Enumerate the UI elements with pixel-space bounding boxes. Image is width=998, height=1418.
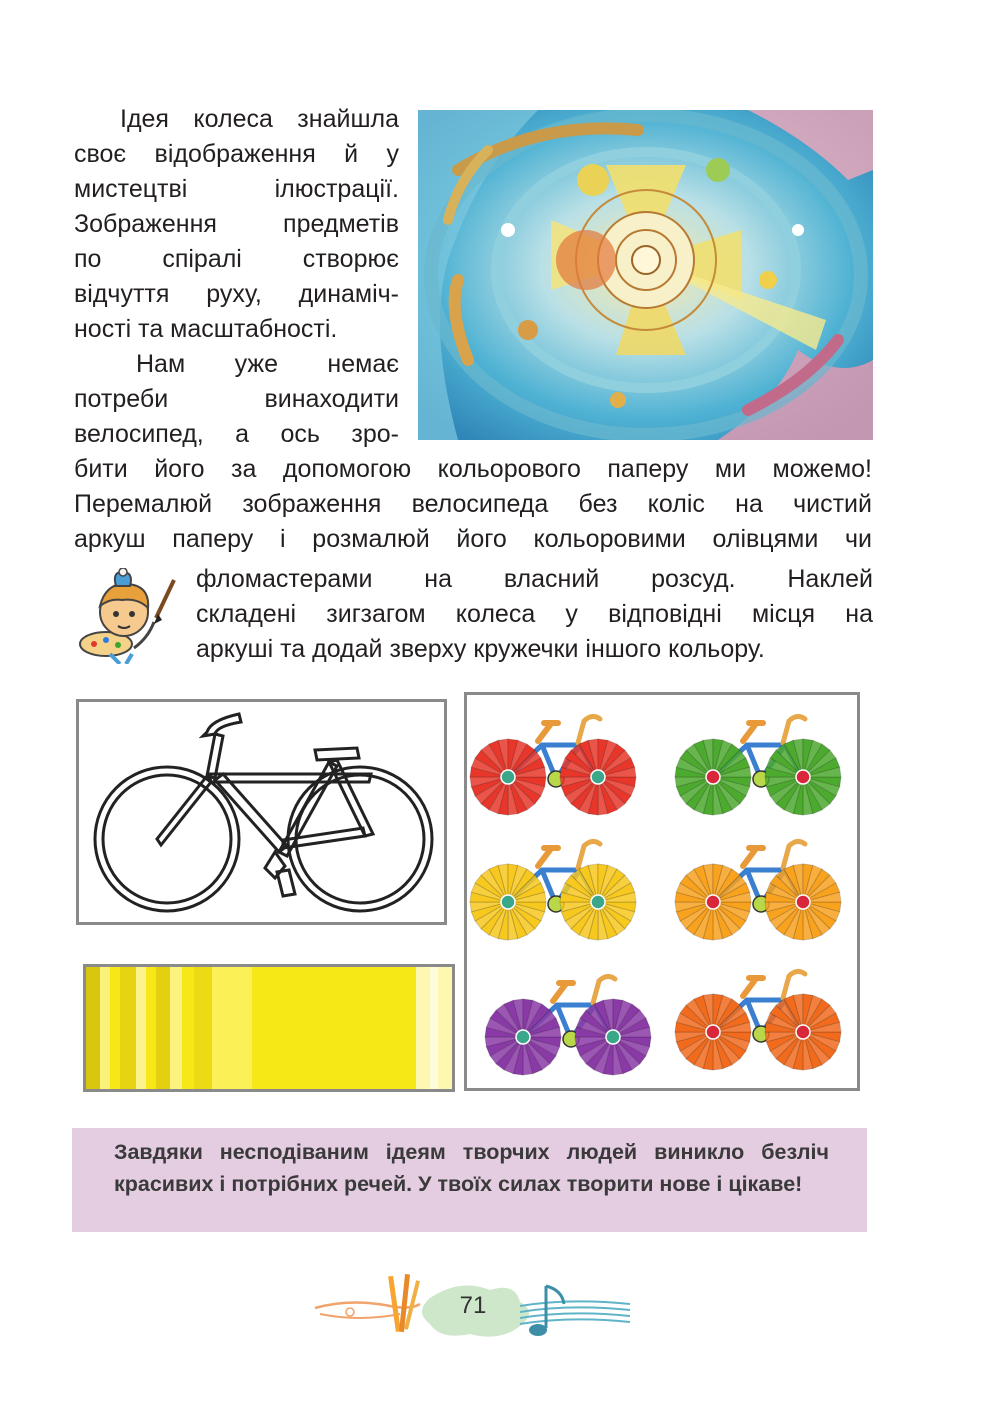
intro-line: по спіралі створює: [74, 245, 399, 273]
intro-line: велосипед, а ось зро-: [74, 420, 399, 448]
page-number: 71: [459, 1292, 487, 1319]
paper-fan-wheel: [470, 739, 546, 815]
conclusion-text: Завдяки несподіваним ідеям творчих людей виникло безліч красивих і потрібних речей. У твоїх силах творити нове і цікаве!: [114, 1140, 829, 1196]
intro-line: ності та масштабності.: [74, 315, 338, 343]
paper-bicycle: [675, 716, 841, 815]
paper-fan-wheel: [675, 739, 751, 815]
yellow-paper-frame: [83, 964, 455, 1092]
paper-fan-wheel: [560, 864, 636, 940]
paper-fan-wheel: [675, 864, 751, 940]
paper-bicycles-frame: [464, 692, 860, 1091]
task-line: фломастерами на власний розсуд. Наклей: [196, 565, 873, 593]
paper-fan-wheel: [765, 739, 841, 815]
intro-line: відчуття руху, динаміч-: [74, 280, 399, 308]
paper-bicycles-gallery: [467, 695, 857, 1088]
task-line: аркуші та додай зверху кружечки іншого кольору.: [196, 635, 765, 663]
task-paragraph: [196, 562, 873, 667]
bicycle-outline-frame: [76, 699, 447, 925]
paper-bicycle: [675, 841, 841, 940]
artist-kid-icon: [76, 568, 180, 664]
conclusion-box: [72, 1128, 867, 1232]
intro-line: Нам уже немає: [136, 350, 399, 378]
intro-paragraph: [74, 102, 399, 452]
spiral-painting: [418, 110, 873, 440]
intro-line: Зображення предметів: [74, 210, 399, 238]
paper-bicycle: [485, 976, 651, 1075]
paper-bicycle: [470, 716, 636, 815]
task-line: складені зигзагом колеса у відповідні місця на: [196, 600, 873, 628]
intro-line: Ідея колеса знайшла: [120, 105, 399, 133]
paper-fan-wheel: [765, 994, 841, 1070]
intro-line: своє відображення й у: [74, 140, 399, 168]
paper-bicycle: [675, 971, 841, 1070]
paper-fan-wheel: [485, 999, 561, 1075]
intro-line: потреби винаходити: [74, 385, 399, 413]
intro-line: мистецтві ілюстрації.: [74, 175, 399, 203]
paper-fan-wheel: [765, 864, 841, 940]
paper-fan-wheel: [675, 994, 751, 1070]
instruction-line: Перемалюй зображення велосипеда без коліс на чистий: [74, 490, 872, 518]
instruction-line: бити його за допомогою кольорового паперу ми можемо!: [74, 455, 872, 483]
paper-fan-wheel: [560, 739, 636, 815]
paper-bicycle: [470, 841, 636, 940]
instructions-paragraph: [74, 452, 872, 557]
paper-fan-wheel: [470, 864, 546, 940]
paper-fan-wheel: [575, 999, 651, 1075]
bicycle-outline-icon: [79, 702, 444, 922]
zigzag-paper-image: [86, 967, 452, 1089]
instruction-line: аркуш паперу і розмалюй його кольоровими олівцями чи: [74, 525, 872, 553]
